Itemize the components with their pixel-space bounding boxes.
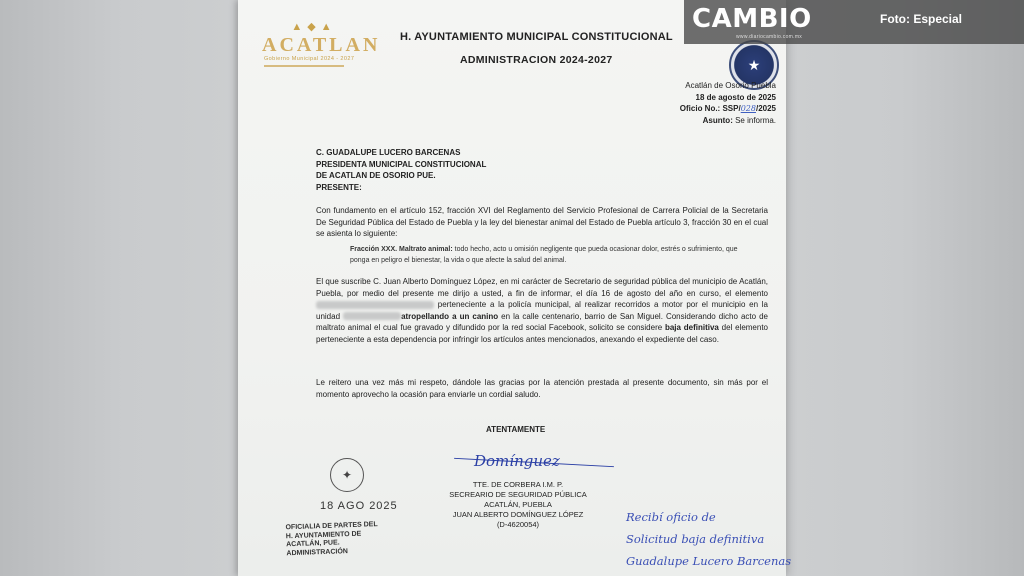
handwritten-receipt-note: Recibí oficio de Solicitud baja definitiva Guadalupe Lucero Barcenas (626, 510, 792, 568)
redacted-unit (343, 312, 401, 320)
cambio-logo: CAMBIO (692, 4, 812, 34)
eagle-emblem-icon: ✦ (330, 458, 364, 492)
municipal-logo: ▲ ◆ ▲ ACATLAN Gobierno Municipal 2024 - 2027 (256, 20, 382, 70)
photo-credit: Foto: Especial (880, 12, 963, 26)
oficio-suffix: /2025 (755, 104, 776, 113)
paragraph-report: El que suscribe C. Juan Alberto Domínguez López, en mi carácter de Secretario de seguridad pública del municipio de Acatlán, Puebla, por medio del presente me dirijo a usted, a fin de informar, el día 16 de agosto del año en curso, el elemento perteneciente a la policía municipal, al realizar recorridos a motor por el municipio en la unidad atropellando a un canino en la calle centenario, barrio de San Miguel. Considerando dicho acto de maltrato animal el cual fue gravado y difundido por la red social Facebook, solicito se considere baja definitiva del elemento perteneciente a esta dependencia por infringir los artículos antes mencionados, anexando el expediente del caso. (316, 277, 769, 344)
letterhead-admin: ADMINISTRACION 2024-2027 (460, 54, 613, 66)
paragraph-closing: Le reitero una vez más mi respeto, dándole las gracias por la atención prestada al presente documento, sin más por el momento aprovecho la ocasión para enviarle un cordial saludo. (316, 378, 768, 399)
redacted-name (316, 301, 434, 309)
recipient-block: C. GUADALUPE LUCERO BARCENAS PRESIDENTA MUNICIPAL CONSTITUCIONAL DE ACATLAN DE OSORIO PUE. PRESENTE: (316, 148, 487, 192)
police-seal-icon: ★ (729, 40, 779, 90)
atentamente-text: ATENTAMENTE (486, 425, 546, 434)
asunto-label: Asunto: (702, 115, 733, 125)
cambio-watermark (684, 0, 1024, 44)
crown-icon: ▲ ◆ ▲ (291, 21, 333, 33)
letterhead-title: H. AYUNTAMIENTO MUNICIPAL CONSTITUCIONAL (400, 31, 673, 43)
signature: Domínguez (474, 452, 560, 470)
cambio-url: www.diariocambio.com.mx (736, 34, 803, 40)
document-meta (576, 80, 776, 126)
stamp-date: 18 AGO 2025 (320, 500, 398, 512)
oficio-number: 028 (740, 104, 756, 113)
reception-stamp: OFICIALIA DE PARTES DEL H. AYUNTAMIENTO DE ACATLÁN, PUE. ADMINISTRACIÓN (285, 521, 378, 557)
quoted-fraction: Fracción XXX. Maltrato animal: todo hecho, acto u omisión negligente que pueda ocasionar dolor, estrés o sufrimiento, que ponga en peligro el bienestar, la vida o que afecte la salud del animal. (350, 246, 738, 264)
document-page (238, 0, 792, 576)
asunto-value: Se informa. (735, 115, 776, 125)
oficio-prefix: Oficio No.: SSP/ (679, 104, 741, 113)
paragraph-legal-basis: Con fundamento en el artículo 152, fracción XVI del Reglamento del Servicio Profesional de Carrera Policial de la Secretaria De Seguridad Pública del Estado de Puebla y la ley del bienestar animal del Estado de Puebla artículo 3, fracción 30 en el cual se asienta lo siguiente: (316, 206, 768, 238)
place-text: Acatlán de Osorio Puebla (685, 81, 776, 90)
date-text: 18 de agosto de 2025 (695, 92, 776, 102)
signer-block: TTE. DE CORBERA I.M. P. SECREARIO DE SEGURIDAD PÚBLICA ACATLÁN, PUEBLA JUAN ALBERTO DOMÍNGUEZ LÓPEZ (D-4620054) (449, 480, 587, 529)
